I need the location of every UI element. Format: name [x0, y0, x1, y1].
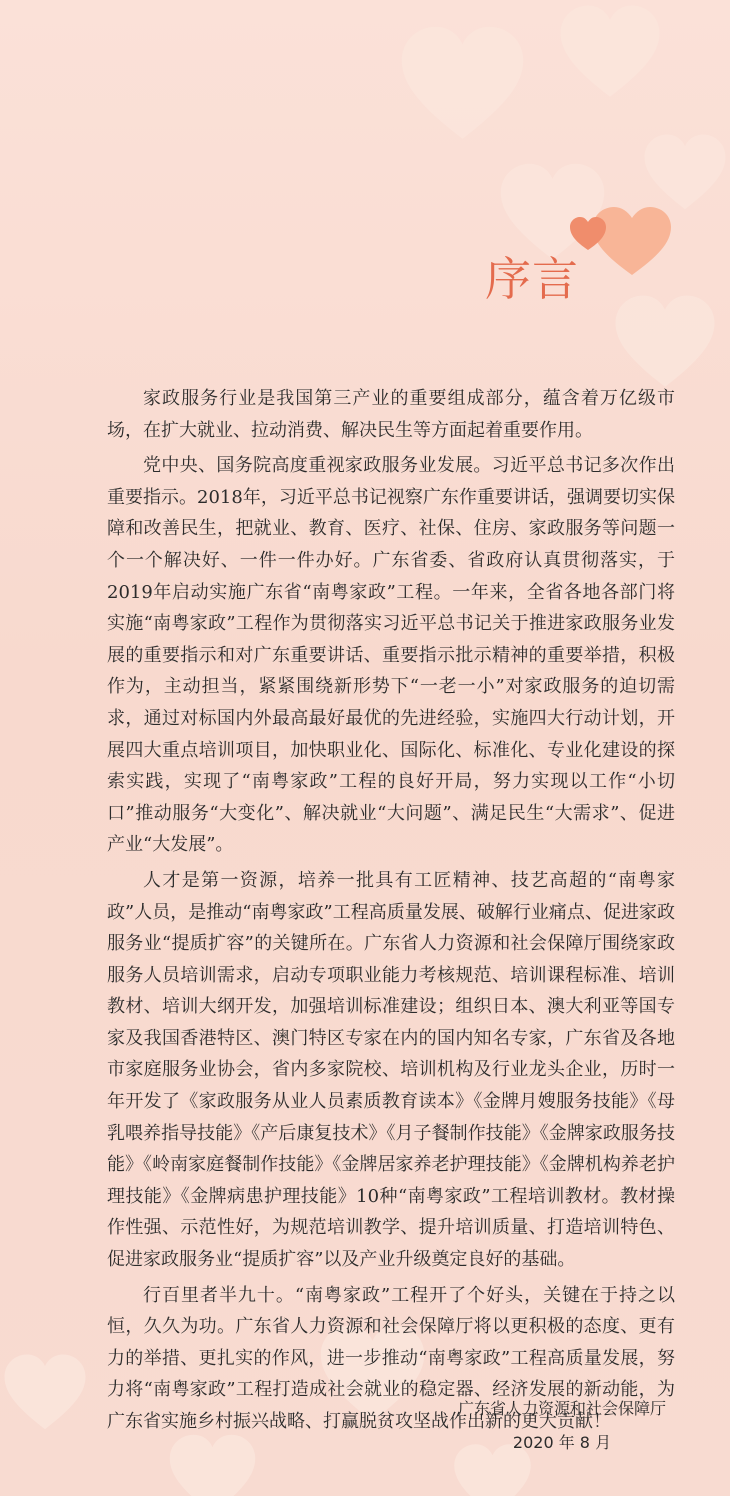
- background-heart-icon: [170, 1435, 256, 1496]
- paragraph: 行百里者半九十。“南粤家政”工程开了个好头，关键在于持之以恒，久久为功。广东省人力资源和社会保障厅将以更积极的态度、更有力的举措、更扎实的作风，进一步推动“南粤家政”工程高质量发展，努力将“南粤家政”工程打造成社会就业的稳定器、经济发展的新动能，为广东省实施乡村振兴战略、打赢脱贫攻坚战作出新的更大贡献！: [107, 1284, 675, 1432]
- page-title: 序言: [485, 252, 579, 306]
- signature-date: 2020 年 8 月: [512, 1433, 612, 1452]
- background-heart-icon: [402, 27, 524, 139]
- paragraph: 人才是第一资源，培养一批具有工匠精神、技艺高超的“南粤家政”人员，是推动“南粤家政”工程高质量发展、破解行业痛点、促进家政服务业“提质扩容”的关键所在。广东省人力资源和社会保障厅围绕家政服务人员培训需求，启动专项职业能力考核规范、培训课程标准、培训教材、培训大纲开发，加强培训标准建设；组织日本、澳大利亚等国专家及我国香港特区、澳门特区专家在内的国内知名专家，广东省及各地市家庭服务业协会，省内多家院校、培训机构及行业龙头企业，历时一年开发了《家政服务从业人员素质教育读本》《金牌月嫂服务技能》《母乳喂养指导技能》《产后康复技术》《月子餐制作技能》《金牌家政服务技能》《岭南家庭餐制作技能》《金牌居家养老护理技能》《金牌机构养老护理技能》《金牌病患护理技能》10种“南粤家政”工程培训教材。教材操作性强、示范性好，为规范培训教学、提升培训质量、打造培训特色、促进家政服务业“提质扩容”以及产业升级奠定良好的基础。: [107, 869, 675, 1271]
- background-heart-icon: [561, 6, 660, 97]
- paragraph: 家政服务行业是我国第三产业的重要组成部分，蕴含着万亿级市场，在扩大就业、拉动消费、解决民生等方面起着重要作用。: [107, 388, 675, 441]
- signature: [458, 1392, 666, 1460]
- background-heart-icon: [616, 296, 715, 387]
- paragraph: 党中央、国务院高度重视家政服务业发展。习近平总书记多次作出重要指示。2018年，习近平总书记视察广东作重要讲话，强调要切实保障和改善民生，把就业、教育、医疗、社保、住房、家政服务等问题一个一个解决好、一件一件办好。广东省委、省政府认真贯彻落实，于2019年启动实施广东省“南粤家政”工程。一年来，全省各地各部门将实施“南粤家政”工程作为贯彻落实习近平总书记关于推进家政服务业发展的重要指示和对广东重要讲话、重要指示批示精神的重要举措，积极作为，主动担当，紧紧围绕新形势下“一老一小”对家政服务的迫切需求，通过对标国内外最高最好最优的先进经验，实施四大行动计划，开展四大重点培训项目，加快职业化、国际化、标准化、专业化建设的探索实践，实现了“南粤家政”工程的良好开局，努力实现以工作“小切口”推动服务“大变化”、解决就业“大问题”、满足民生“大需求”、促进产业“大发展”。: [107, 455, 675, 856]
- signature-organization: 广东省人力资源和社会保障厅: [457, 1399, 666, 1418]
- preface-body: [107, 383, 675, 1442]
- background-heart-icon: [5, 1355, 86, 1430]
